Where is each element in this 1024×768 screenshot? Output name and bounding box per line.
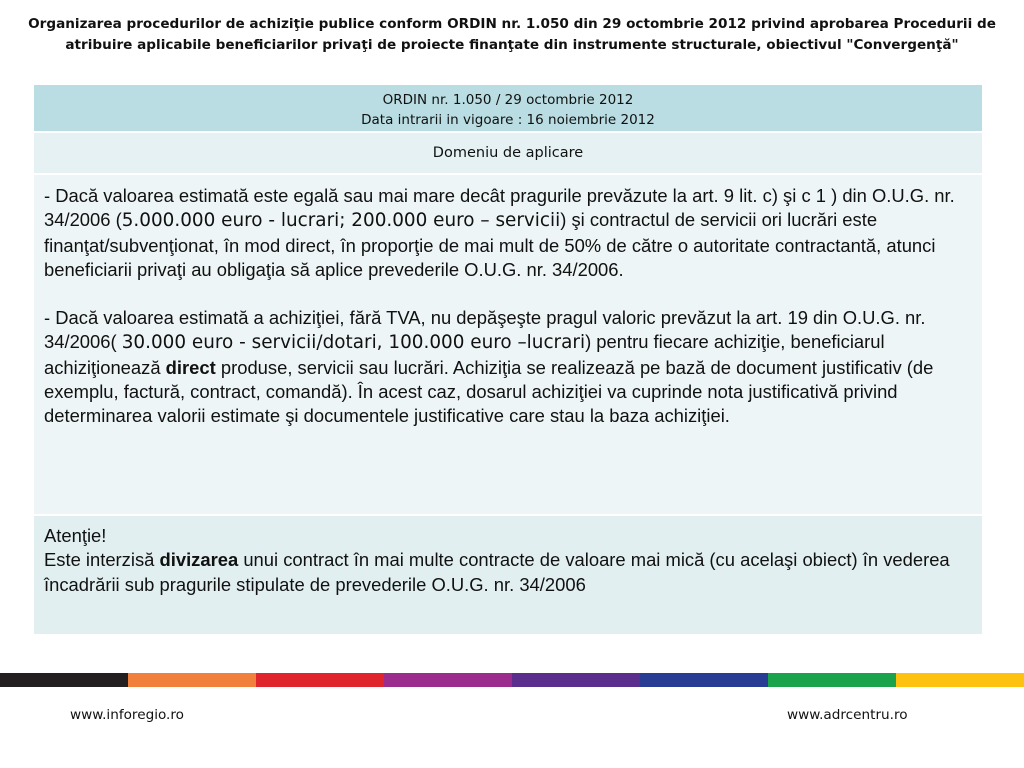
paragraph-2 <box>44 306 972 428</box>
warning-bold-divizarea: divizarea <box>159 549 239 571</box>
section-title: Domeniu de aplicare <box>34 133 982 175</box>
warning-text-b: unui contract în mai multe contracte de valoare mai mică (cu acelaşi obiect) în vederea încadrării sub pragurile stipulate de prevederile O.U.G. nr. 34/2006 <box>44 549 950 595</box>
paragraph-1-text-c: ) şi contractul de servicii ori lucrări este finanţat/subvenţionat, în mod direct, în proporţie de mai mult de 50% de către o autoritate contractantă, atunci beneficiarii privaţi au obligaţia să aplice prevederile O.U.G. nr. 34/2006. <box>44 209 936 280</box>
stripe-segment <box>896 673 1024 687</box>
table-header <box>34 85 982 133</box>
color-stripe <box>0 673 1024 687</box>
paragraph-1-thresholds: 5.000.000 euro - lucrari; 200.000 euro – servicii <box>121 210 561 232</box>
page-title: Organizarea procedurilor de achiziţie publice conform ORDIN nr. 1.050 din 29 octombrie 2012 privind aprobarea Procedurii de atribuire aplicabile beneficiarilor privaţi de proiecte finanţate din instrumente structurale, obiectivul "Convergenţă" <box>28 16 996 53</box>
warning-text <box>44 548 972 597</box>
effective-date: Data intrarii in vigoare : 16 noiembrie 2012 <box>361 112 655 128</box>
stripe-segment <box>256 673 384 687</box>
order-title: ORDIN nr. 1.050 / 29 octombrie 2012 <box>382 92 634 108</box>
paragraph-2-text-d: produse, servicii sau lucrări. Achiziţia se realizează pe bază de document justificativ (de exemplu, factură, contract, comandă). În acest caz, dosarul achiziţiei va cuprinde nota justificativă privind determinarea valorii estimate şi documentele justificative care stau la baza achiziţiei. <box>44 356 934 427</box>
paragraph-1 <box>44 184 972 282</box>
warning-note <box>34 516 982 634</box>
paragraph-2-bold-direct: direct <box>165 356 216 378</box>
footer-link-inforegio[interactable]: www.inforegio.ro <box>70 707 184 723</box>
footer-link-adrcentru[interactable]: www.adrcentru.ro <box>787 707 908 723</box>
warning-title: Atenţie! <box>44 525 107 546</box>
stripe-segment <box>128 673 256 687</box>
warning-text-a: Este interzisă <box>44 549 160 571</box>
stripe-segment <box>640 673 768 687</box>
stripe-segment <box>384 673 512 687</box>
stripe-segment <box>512 673 640 687</box>
paragraph-2-text-c: ) pentru fiecare achiziţie, beneficiarul achiziţionează <box>44 331 885 378</box>
stripe-segment <box>0 673 128 687</box>
paragraph-1-text-a: - Dacă valoarea estimată este egală sau mai mare decât pragurile prevăzute la art. 9 lit. c) şi c 1 ) din O.U.G. nr. 34/2006 ( <box>44 185 955 231</box>
paragraph-2-thresholds: 30.000 euro - servicii/dotari, 100.000 euro –lucrari <box>121 332 586 354</box>
content-table <box>34 85 982 634</box>
paragraph-2-text-a: - Dacă valoarea estimată a achiziţiei, fără TVA, nu depăşeşte pragul valoric prevăzut la art. 19 din O.U.G. nr. 34/2006( <box>44 307 926 353</box>
body-cell <box>34 175 982 516</box>
stripe-segment <box>768 673 896 687</box>
